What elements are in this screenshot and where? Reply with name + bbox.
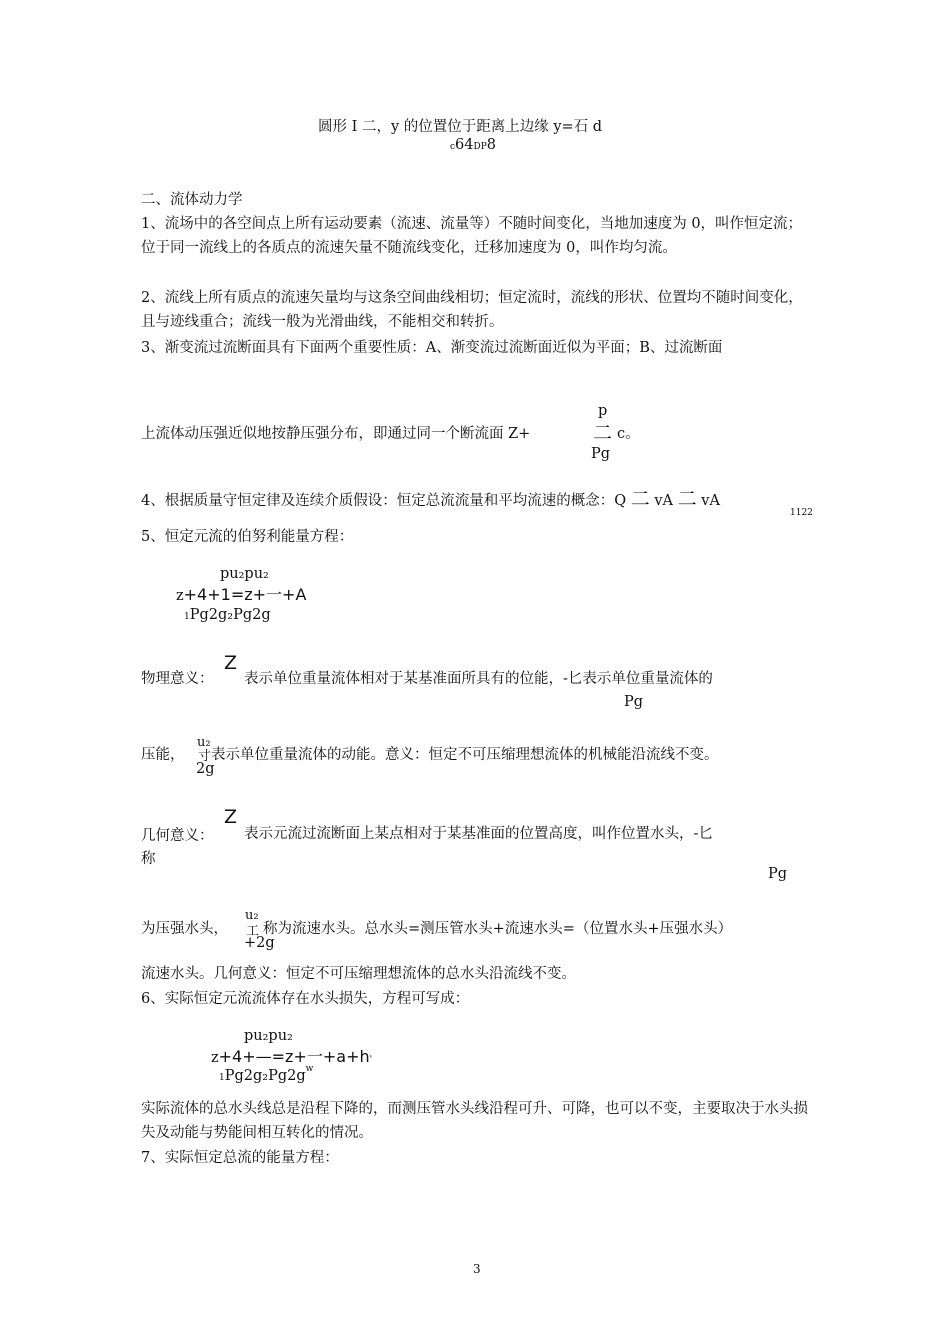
header-line-1: 圆形 I 二，y 的位置位于距离上边缘 y=石 d xyxy=(318,119,603,135)
phys2-start: 压能， xyxy=(141,747,185,763)
geo-label: 几何意义： xyxy=(141,828,214,844)
p3b-frac-top: p xyxy=(598,403,608,419)
geo2-frac-bottom: +2g xyxy=(244,935,275,951)
paragraph-8: 7、实际恒定总流的能量方程： xyxy=(141,1150,339,1166)
eq1-end: +A xyxy=(282,585,307,604)
eq1-bottom-sub: 1 xyxy=(184,612,190,622)
phys-label: 物理意义： xyxy=(141,671,214,687)
p3b-frac-bar: 二 xyxy=(593,422,613,444)
geo2-start: 为压强水头， xyxy=(141,921,228,937)
paragraph-7: 实际流体的总水头线总是沿程下降的，而测压管水头线沿程可升、可降，也可以不变，主要取决于水头损失及动能与势能间相互转化的情况。 xyxy=(141,1101,808,1141)
eq2-bottom-text: Pg2g₂Pg2g xyxy=(224,1068,306,1084)
eq2-bottom-sup: w xyxy=(305,1064,314,1074)
geo-symbol: 匕 xyxy=(698,826,713,842)
geo-z: Z xyxy=(224,806,238,828)
phys2-frac-bottom: 2g xyxy=(196,761,215,777)
eq2-body: +4+—=z+ xyxy=(218,1047,307,1066)
p3b-text: 上流体动压强近似地按静压强分布，即通过同一个断流面 Z+ xyxy=(141,426,531,442)
paragraph-4 xyxy=(141,487,720,513)
phys-z: Z xyxy=(224,652,238,674)
eq1-top: pu₂pu₂ xyxy=(220,566,269,582)
paragraph-6: 6、实际恒定元流流体存在水头损失，方程可写成： xyxy=(141,991,470,1007)
geo-dash: - xyxy=(693,826,699,842)
geo2-frac-bar: 工 xyxy=(246,924,260,939)
eq1-body: +4+1=z+ xyxy=(183,585,267,604)
phys-below: Pg xyxy=(624,694,644,710)
page-number: 3 xyxy=(473,1262,481,1276)
phys-text-1: 表示单位重量流体相对于某基准面所具有的位能， xyxy=(244,671,563,687)
section-title: 二、流体动力学 xyxy=(141,192,243,208)
phys2-text: 表示单位重量流体的动能。意义：恒定不可压缩理想流体的机械能沿流线不变。 xyxy=(211,747,719,763)
eq2-z: z xyxy=(211,1050,219,1066)
p4-equals-1: 二 xyxy=(630,488,650,510)
geo-text xyxy=(244,822,713,846)
geo2-frac-top: u₂ xyxy=(245,908,259,923)
p4-equals-2: 二 xyxy=(677,488,697,510)
p3b-tail: c。 xyxy=(617,426,640,442)
header-sub: c xyxy=(450,142,456,152)
eq2-bottom xyxy=(219,1064,313,1088)
geo2-text: 称为流速水头。总水头=测压管水头+流速水头=（位置水头+压强水头） xyxy=(263,921,733,937)
phys-text xyxy=(244,667,713,691)
phys-symbol: 匕 xyxy=(567,671,583,687)
geo-below: Pg xyxy=(768,866,788,882)
p3b-frac-bottom: Pg xyxy=(591,446,611,462)
eq2-top: pu₂pu₂ xyxy=(244,1028,293,1044)
header-line-2 xyxy=(450,137,496,153)
paragraph-2: 2、流线上所有质点的流速矢量均与这条空间曲线相切；恒定流时，流线的形状、位置均不随时间变化，且与迹线重合；流线一般为光滑曲线，不能相交和转折。 xyxy=(141,290,803,330)
phys2-frac-bar: 寸 xyxy=(198,749,212,764)
eq1-bottom-text: Pg2g₂Pg2g xyxy=(189,607,271,623)
paragraph-5: 5、恒定元流的伯努利能量方程： xyxy=(141,529,354,545)
phys-dash: - xyxy=(563,671,568,687)
eq2-bottom-sub: 1 xyxy=(219,1073,225,1083)
p4-text: 4、根据质量守恒定律及连续介质假设：恒定总流流量和平均流速的概念：Q xyxy=(141,493,627,509)
header-small: DP xyxy=(473,142,487,152)
paragraph-3-continuation xyxy=(141,422,530,446)
phys2-frac-top: u₂ xyxy=(197,735,211,750)
eq2-mid-sub: ' xyxy=(369,1055,373,1065)
eq2-end: +a+h xyxy=(322,1047,370,1066)
header-number: 64 xyxy=(455,137,474,153)
p4-vA-1: vA xyxy=(654,493,674,509)
paragraph-1: 1、流场中的各空间点上所有运动要素（流速、流量等）不随时间变化，当地加速度为 0，叫作恒定流；位于同一流线上的各质点的流速矢量不随流线变化，迁移加速度为 0，叫作均匀流。 xyxy=(141,216,803,256)
eq1-bar: 一 xyxy=(266,585,283,604)
p4-subscript: 1122 xyxy=(790,508,813,518)
phys-text-2: 表示单位重量流体的 xyxy=(582,671,713,687)
eq1-bottom xyxy=(184,603,271,627)
eq1-z: z xyxy=(176,588,184,604)
geo3-text: 流速水头。几何意义：恒定不可压缩理想流体的总水头沿流线不变。 xyxy=(141,966,576,982)
header-end: 8 xyxy=(486,137,497,153)
p4-vA-2: vA xyxy=(701,493,720,509)
geo-text-1: 表示元流过流断面上某点相对于某基准面的位置高度，叫作位置水头， xyxy=(244,826,694,842)
geo-line2: 称 xyxy=(141,851,156,867)
paragraph-3: 3、渐变流过流断面具有下面两个重要性质：A、渐变流过流断面近似为平面；B、过流断面 xyxy=(141,340,723,356)
eq2-bar: 一 xyxy=(306,1047,323,1066)
